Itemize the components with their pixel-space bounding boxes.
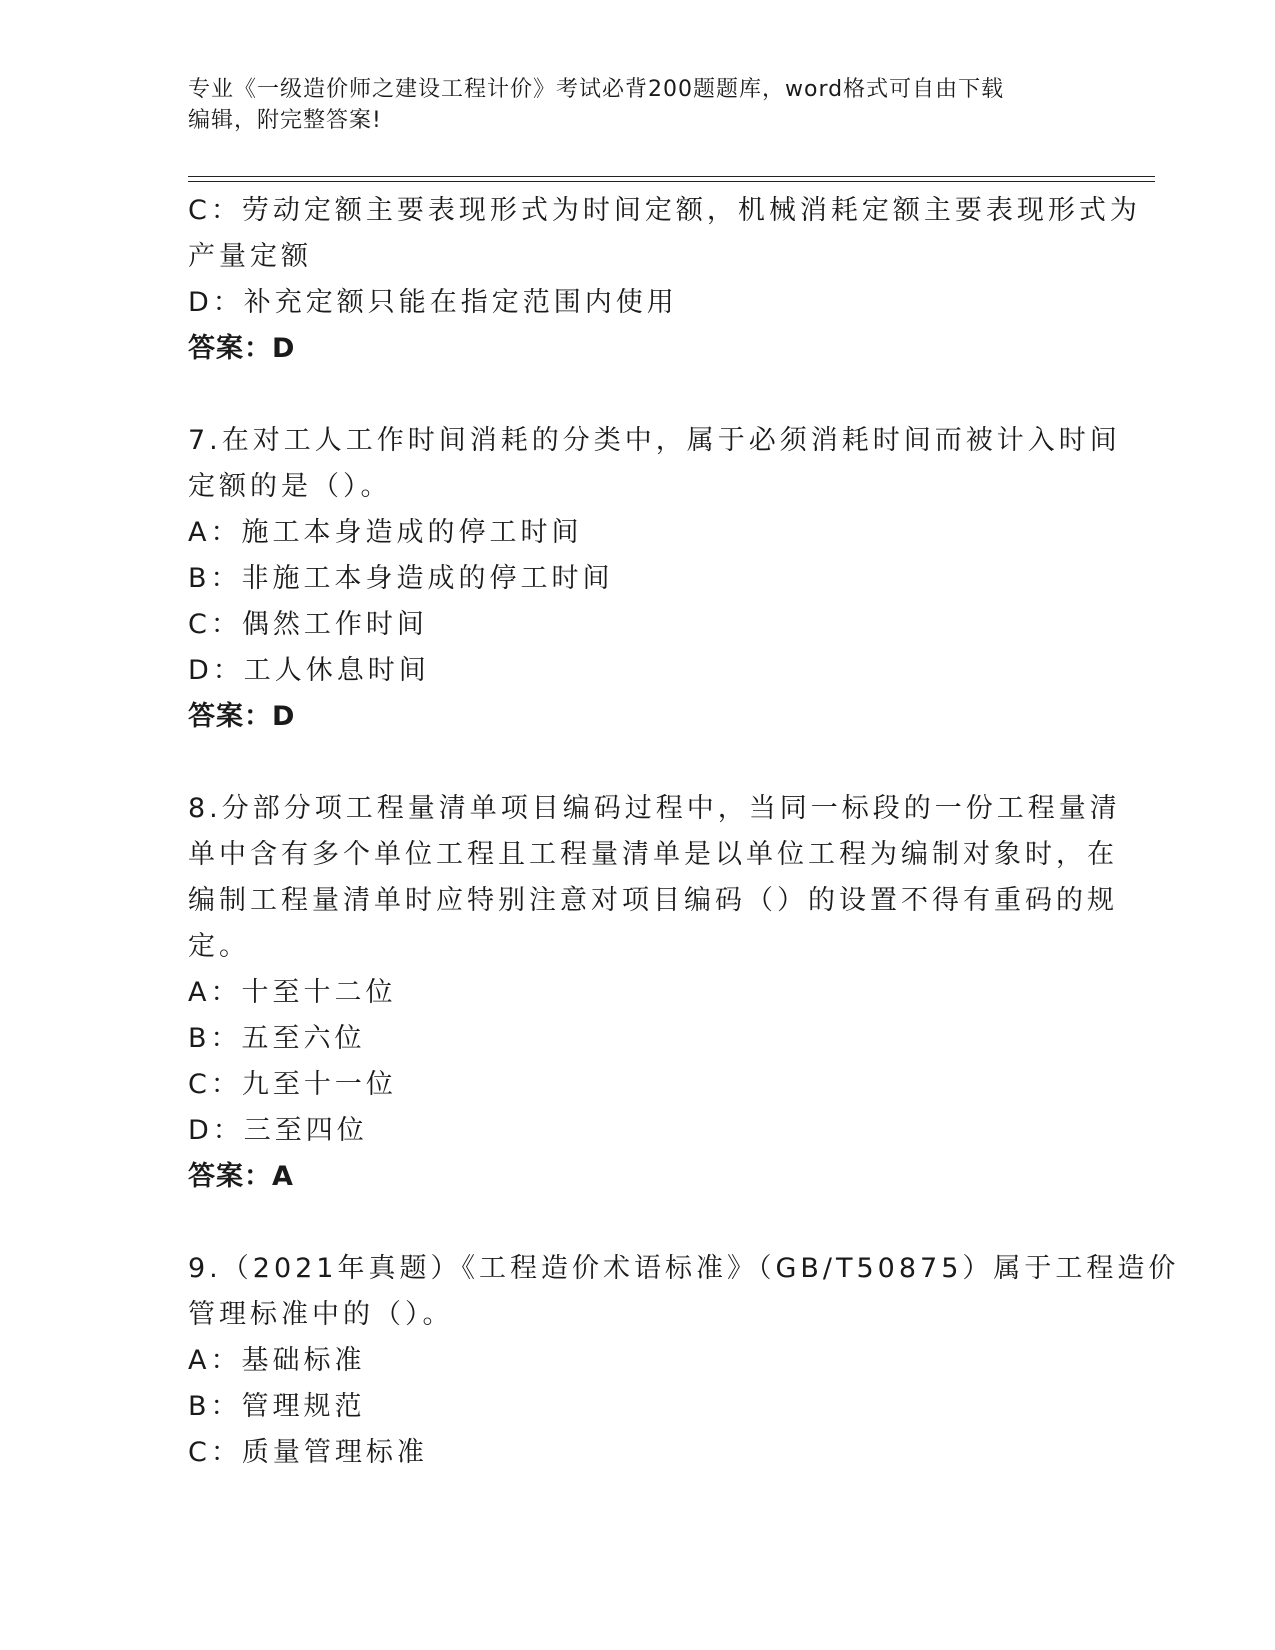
page-header — [188, 74, 1068, 136]
option-line: D：工人休息时间 — [188, 655, 430, 686]
option-line: 产量定额 — [188, 241, 312, 272]
option-line: C：偶然工作时间 — [188, 609, 428, 640]
question-text: 9.（2021年真题）《工程造价术语标准》（GB/T50875）属于工程造价 — [188, 1253, 1180, 1284]
question-block — [188, 1246, 1180, 1476]
option-line: B：管理规范 — [188, 1391, 366, 1422]
header-divider — [188, 176, 1155, 177]
option-line: B：五至六位 — [188, 1023, 366, 1054]
question-text: 编制工程量清单时应特别注意对项目编码（）的设置不得有重码的规 — [188, 885, 1118, 916]
question-text: 8.分部分项工程量清单项目编码过程中，当同一标段的一份工程量清 — [188, 793, 1121, 824]
option-line: C：劳动定额主要表现形式为时间定额，机械消耗定额主要表现形式为 — [188, 195, 1141, 226]
option-line: B：非施工本身造成的停工时间 — [188, 563, 614, 594]
question-text: 单中含有多个单位工程且工程量清单是以单位工程为编制对象时，在 — [188, 839, 1118, 870]
answer-line: 答案：D — [188, 333, 296, 364]
option-line: C：九至十一位 — [188, 1069, 397, 1100]
question-list — [188, 188, 1180, 1476]
option-line: A：施工本身造成的停工时间 — [188, 517, 583, 548]
question-block — [188, 418, 1121, 740]
answer-line: 答案：A — [188, 1161, 294, 1192]
question-block — [188, 786, 1121, 1200]
header-divider — [188, 181, 1155, 182]
option-line: A：十至十二位 — [188, 977, 397, 1008]
option-line: C：质量管理标准 — [188, 1437, 428, 1468]
question-block — [188, 188, 1141, 372]
answer-line: 答案：D — [188, 701, 296, 732]
header-line: 专业《一级造价师之建设工程计价》考试必背200题题库，word格式可自由下载 — [188, 77, 1005, 102]
question-text: 7.在对工人工作时间消耗的分类中，属于必须消耗时间而被计入时间 — [188, 425, 1121, 456]
option-line: A：基础标准 — [188, 1345, 366, 1376]
option-line: D：补充定额只能在指定范围内使用 — [188, 287, 678, 318]
question-text: 定额的是（）。 — [188, 471, 392, 502]
header-line: 编辑，附完整答案! — [188, 108, 382, 133]
question-text: 定。 — [188, 931, 250, 962]
question-text: 管理标准中的（）。 — [188, 1299, 454, 1330]
option-line: D：三至四位 — [188, 1115, 368, 1146]
